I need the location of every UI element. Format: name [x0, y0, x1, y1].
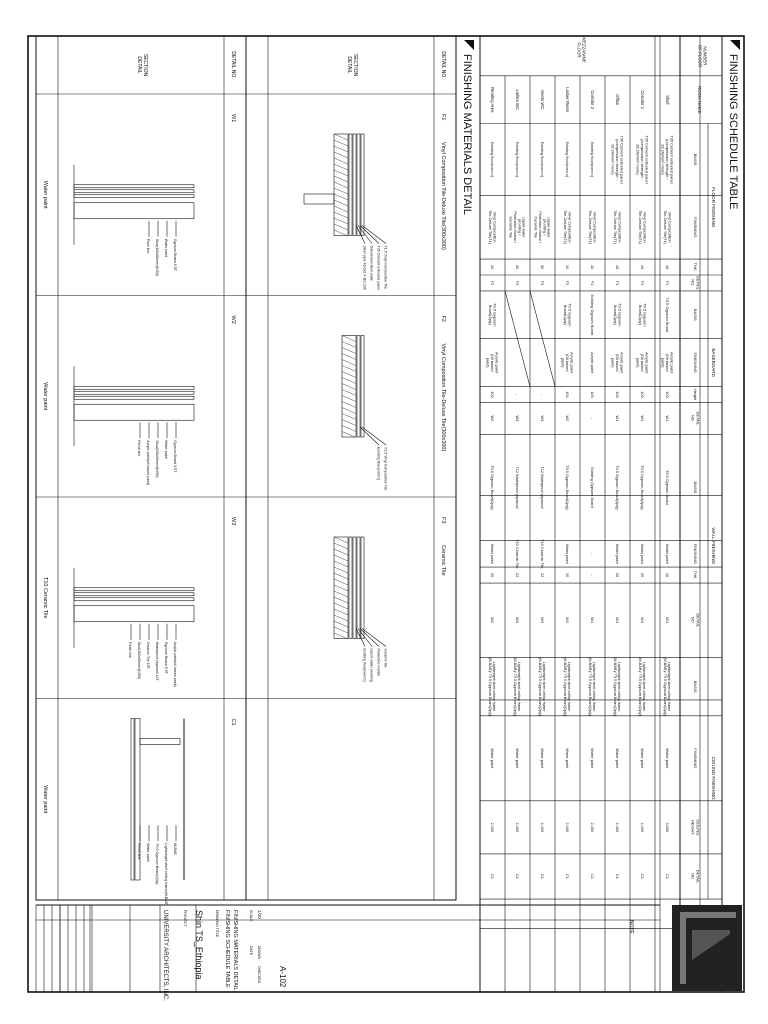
wall-callout: Stud(100x50mm@450)	[137, 641, 141, 679]
ceiling-no-cell: C1	[615, 873, 620, 879]
base-height-cell: 100	[665, 391, 670, 398]
date-label: DATE	[249, 946, 253, 956]
header-detail-no: DETAILNO.	[690, 869, 701, 884]
header-thk: THK.	[693, 570, 698, 580]
header-detail-no: DETAILNO.	[690, 276, 701, 290]
base-height-cell: 100	[640, 391, 645, 398]
floor-callout: Existing floor(conc'c)	[376, 447, 381, 481]
wall-detail-no: W3	[230, 517, 236, 526]
ceiling-no-cell: C1	[590, 873, 595, 879]
ceiling-detail-cell: W3	[515, 617, 520, 624]
base-height-cell: -	[515, 393, 520, 396]
title-block	[672, 905, 742, 991]
room-name-cell: Ladies WC	[515, 89, 520, 110]
wall-callout: T9.5 Gypsum Board(2ply)	[155, 843, 159, 885]
ceiling-detail-cell: W2	[490, 617, 495, 624]
floor-thk-cell: 10	[565, 264, 570, 270]
floor-callout: T35 Cement extruded panel	[376, 245, 381, 291]
header-floor-finishing: FLOOR FINISHING	[711, 187, 716, 228]
company-name: UNIVERSITY ARCHITECTS, INC.	[162, 910, 168, 1001]
wall-callout: Water paint	[164, 238, 168, 257]
ceiling-basis-cell: Lightweight steel ceiling frame(M-BAR)/ T9.5 Gypsum Board(2ply)	[562, 657, 572, 716]
base-basis-cell: T9.5 GypsumBoard(2ply)	[562, 303, 573, 327]
room-name-cell: Locker Room	[565, 87, 570, 113]
wall-detail-cell: W2	[490, 415, 495, 422]
floor-thk-cell: 45	[640, 264, 645, 270]
ceiling-detail-cell: W1	[640, 617, 645, 624]
wall-basis-cell: T12 Waterproof plywood	[515, 466, 520, 509]
floor-detail-no: F1	[440, 114, 446, 121]
wall-callout: Lightweight steel ceiling frame(M-BAR)	[164, 843, 168, 906]
wall-finishing-cell: Water paint	[665, 543, 670, 564]
wall-callout: Stud(100x50mm@450)	[155, 440, 159, 478]
ceiling-no-cell: C1	[565, 873, 570, 879]
room-name-cell: Reading Area	[490, 87, 495, 113]
wall-thk-cell: 20	[640, 572, 645, 578]
base-height-cell: 100	[615, 391, 620, 398]
wall-thk-cell: 10	[665, 572, 670, 578]
floor-detail-cell: F1	[590, 280, 595, 286]
wall-finishing-cell: Water paint	[565, 543, 570, 564]
scale-label: SCALE	[249, 910, 253, 922]
ceiling-basis-cell: Lightweight steel ceiling frame(M-BAR)/ T9.5 Gypsum Board(2ply)	[612, 657, 622, 716]
floor-basis-cell: T35 Cement extruded panel(compression strength :28.2N/mm² more)	[635, 135, 650, 184]
ceiling-detail-cell: W1	[590, 617, 595, 624]
floor-basis-cell: Existing floor(conc'c)	[590, 141, 595, 178]
floor-callout: Existing floor(conc'c)	[362, 648, 367, 682]
floor-finishing-cell: Vinyl CompositionTile-Deluxe Tile(T1)	[612, 210, 623, 245]
room-name-cell: Office	[615, 94, 620, 106]
base-finishing-cell: Acrylic paint(Oil basedpaint)	[485, 352, 500, 374]
floor-thk-cell: 45	[665, 264, 670, 270]
ceiling-basis-cell: Lightweight steel ceiling frame(M-BAR)/ T9.5 Gypsum Board(2ply)	[487, 657, 497, 716]
wall-thk-cell: 20	[565, 572, 570, 578]
floor-basis-cell: T35 Cement extruded panel(compression strength :28.2N/mm² more)	[610, 135, 625, 184]
ceiling-finishing-cell: Water paint	[615, 748, 620, 769]
floor-basis-cell: Existing floor(conc'c)	[490, 141, 495, 178]
ceiling-detail-cell: W3	[540, 617, 545, 624]
header-baseboard: BASEBOARD	[711, 348, 716, 377]
wall-callout: Plain line	[146, 238, 150, 254]
base-finishing-cell: Acrylic paint(Oil basedpaint)	[660, 352, 675, 374]
wall-basis-cell: T9.5 Gypsum Board	[665, 470, 670, 505]
floor-finishing-cell: Vinyl CompositionTile-Deluxe Tile(T1)	[587, 210, 598, 245]
header-finishing: FINISHING	[693, 543, 698, 564]
section-detail-label: SECTIONDETAIL	[346, 53, 358, 77]
floor-finishing-cell: Vinyl CompositionTile-Deluxe Tile(T1)	[487, 210, 498, 245]
wall-finishing-cell: -	[590, 553, 595, 555]
floor-callout: Liquid water proofing	[369, 648, 374, 682]
base-finishing-cell: Acrylic paint	[590, 352, 595, 374]
wall-basis-cell: T9.5 Gypsum Board(2ply)	[565, 465, 570, 510]
ceiling-no-cell: C1	[515, 873, 520, 879]
floor-finishing-cell: Vinyl CompositionTile-Deluxe Tile(T1)	[637, 210, 648, 245]
ceiling-height-cell: 2,400	[540, 822, 545, 833]
floor-group-label: MEZZANINEFLOOR	[576, 37, 587, 63]
header-finishing: FINISHING	[693, 352, 698, 373]
floor-thk-cell: 30	[540, 264, 545, 270]
base-finishing-cell: Acrylic paint(Oil basedpaint)	[610, 352, 625, 374]
header-ceiling-finishing: CEILING FINISHING	[711, 756, 716, 800]
floor-detail-cell: F1	[665, 280, 670, 286]
wall-callout: Finish line	[128, 641, 132, 658]
ceiling-finishing-cell: Water paint	[490, 748, 495, 769]
ceiling-basis-cell: Lightweight steel ceiling frame(M-BAR)/ T9.5 Gypsum Board(2ply)	[537, 657, 547, 716]
schedule-title: FINISHING SCHEDULE TABLE	[727, 54, 739, 210]
project-name: Shin TS_Ethiopia	[194, 910, 204, 980]
header-finishing: FINISHING	[693, 217, 698, 238]
ceiling-finishing-cell: Water paint	[515, 748, 520, 769]
ceiling-height-cell: 3,000	[665, 822, 670, 833]
wall-detail-name: Water paint	[42, 382, 48, 411]
drawing-title-label: DRAWING TITLE	[215, 910, 219, 938]
wall-callout: Ceramic Tile 10T	[146, 641, 150, 669]
wall-thk-cell: -	[590, 574, 595, 576]
ceiling-no-cell: C1	[540, 873, 545, 879]
floor-detail-cell: F2	[490, 280, 495, 286]
floor-basis-cell: Existing floor(conc'c)	[540, 141, 545, 178]
header-room-name: ROOM NAME	[697, 85, 702, 114]
ceiling-no-cell: C1	[640, 873, 645, 879]
floor-finishing-cell: Liquid waterproofing /Protective mortar /Ceramic Tile	[508, 211, 527, 244]
floor-detail-cell: F3	[515, 280, 520, 286]
wall-detail-cell: W3	[540, 415, 545, 422]
floor-thk-cell: 10	[490, 264, 495, 270]
drawing-title-2: FINISHING MATERIALS DETAIL	[232, 910, 238, 991]
wall-callout: Finish line	[137, 843, 141, 860]
floor-callout: T1.5 Vinyl Composition Tile	[383, 447, 388, 491]
ceiling-height-cell: 2,400	[615, 822, 620, 833]
section-detail-label: SECTIONDETAIL	[136, 53, 148, 77]
room-name-cell: Gents WC	[540, 90, 545, 110]
wall-detail-name: Water paint	[42, 785, 48, 814]
wall-detail-cell: W1	[665, 415, 670, 422]
header-basis: BASIS	[693, 481, 698, 494]
sheet-number: A-102	[278, 966, 287, 988]
floor-detail-cell: F1	[640, 280, 645, 286]
wall-finishing-cell: T10 Ceramic Tile	[540, 539, 545, 569]
floor-detail-name: Ceramic Tile	[440, 545, 446, 576]
ceiling-height-cell: 2,400	[490, 822, 495, 833]
header-wall-finishing: WALL FINISHING	[711, 527, 716, 565]
ceiling-basis-cell: Lightweight steel ceiling frame(M-BAR)/ T9.5 Gypsum Board(2ply)	[662, 657, 672, 716]
wall-detail-cell: W2	[565, 415, 570, 422]
wall-callout: Acrylic paint(oil based paint)	[173, 641, 177, 687]
wall-thk-cell: 22	[540, 572, 545, 578]
wall-callout: Acrylic paint(oil based paint)	[146, 440, 150, 486]
floor-callout: T1.5 Vinyl Composition Tile	[383, 245, 388, 289]
base-finishing-cell: Acrylic paint(Oil basedpaint)	[560, 352, 575, 374]
room-name-cell: Shell	[665, 95, 670, 105]
wall-detail-cell: W1	[615, 415, 620, 422]
header-basis: BASIS	[693, 308, 698, 321]
base-basis-cell: T9.5 GypsumBoard(2ply)	[487, 303, 498, 327]
wall-finishing-cell: Water paint	[615, 543, 620, 564]
floor-detail-no: F3	[440, 517, 446, 524]
header-detail-no: DETAILNO.	[690, 411, 701, 426]
ceiling-finishing-cell: Water paint	[665, 748, 670, 769]
wall-callout: Finish line	[137, 440, 141, 457]
wall-thk-cell: 20	[615, 572, 620, 578]
wall-detail-cell: -	[590, 417, 595, 420]
base-finishing-cell: Acrylic paint(Oil basedpaint)	[635, 352, 650, 374]
ceiling-finishing-cell: Water paint	[640, 748, 645, 769]
base-height-cell: 100	[490, 391, 495, 398]
base-height-cell: -	[540, 393, 545, 396]
wall-thk-cell: 20	[490, 572, 495, 578]
floor-basis-cell: Existing floor(conc'c)	[565, 141, 570, 178]
wall-basis-cell: T12 Waterproof plywood	[540, 466, 545, 509]
base-basis-cell: Existing Gypsum Board	[590, 294, 595, 336]
base-height-cell: 100	[565, 391, 570, 398]
header-ceiling-height: CEILINGHEIGHT	[690, 819, 701, 836]
wall-callout: Water paint	[146, 843, 150, 862]
wall-finishing-cell: Water paint	[640, 543, 645, 564]
floor-detail-name: Vinyl Composition Tile-Deluxe Tile(300x300)	[440, 343, 446, 452]
header-basis: BASIS	[693, 680, 698, 693]
ceiling-height-cell: 2,400	[590, 822, 595, 833]
note-side-label: NOTE	[628, 920, 634, 934]
wall-detail-no: C1	[230, 718, 236, 726]
wall-detail-cell: W3	[515, 415, 520, 422]
header-height: Height	[693, 388, 698, 401]
ceiling-basis-cell: Lightweight steel ceiling frame(M-BAR)/ T9.5 Gypsum Board(2ply)	[587, 657, 597, 716]
drawing-title-1: FINISHING SCHEDULE TABLE	[224, 910, 230, 988]
ceiling-finishing-cell: Water paint	[540, 748, 545, 769]
room-name-cell: Corridor 2	[590, 90, 595, 110]
wall-basis-cell: T9.5 Gypsum Board(2ply)	[615, 465, 620, 510]
wall-detail-no: W1	[230, 114, 236, 123]
wall-finishing-cell: Water paint	[490, 543, 495, 564]
room-name-cell: Corridor 1	[640, 90, 645, 110]
checked-label: CHECKED	[257, 966, 261, 984]
detail-no-label: DETAIL NO.	[230, 51, 236, 79]
ceiling-height-cell: 2,400	[640, 822, 645, 833]
wall-callout: M-BAR	[173, 843, 177, 855]
header-floor-number: NUMBEROF FLOOR	[697, 44, 708, 68]
wall-callout: Gypsum Board 9.5T	[173, 238, 177, 271]
ceiling-basis-cell: Lightweight steel ceiling frame(M-BAR)/ T9.5 Gypsum Board(2ply)	[512, 657, 522, 716]
floor-thk-cell: 30	[515, 264, 520, 270]
ceiling-detail-cell: W2	[565, 617, 570, 624]
wall-basis-cell: T9.5 Gypsum Board(2ply)	[640, 465, 645, 510]
header-detail-no: DETAILNO.	[690, 613, 701, 628]
floor-detail-cell: F3	[540, 280, 545, 286]
detail-no-label: DETAIL NO.	[440, 51, 446, 79]
wall-detail-name: Water paint	[42, 180, 48, 209]
floor-callout: Ceramic tile	[383, 648, 388, 668]
floor-basis-cell: Existing floor(conc'c)	[515, 141, 520, 178]
company-logo	[672, 905, 742, 991]
wall-callout: Water paint	[164, 440, 168, 459]
wall-callout: Stud(100x50mm@450)	[155, 238, 159, 276]
ceiling-no-cell: C1	[490, 873, 495, 879]
project-label: PROJECT	[183, 910, 187, 927]
ceiling-detail-cell: W1	[665, 617, 670, 624]
ceiling-height-cell: 2,400	[515, 822, 520, 833]
floor-finishing-cell: Vinyl CompositionTile-Deluxe Tile(T1)	[662, 210, 673, 245]
wall-callout: Waterproof plywood 12T	[155, 641, 159, 681]
floor-detail-no: F2	[440, 315, 446, 322]
drawn-label: DRAWN	[257, 946, 261, 960]
floor-detail-cell: F1	[615, 280, 620, 286]
floor-basis-cell: T35 Cement extruded panel(compression strength :28.2N/mm² more)	[660, 135, 675, 184]
wall-callout: Gypsum Board 9.5T	[164, 641, 168, 674]
ceiling-finishing-cell: Water paint	[590, 748, 595, 769]
wall-basis-cell: Existing Gypsum Board	[590, 467, 595, 508]
header-thk: THK.	[693, 262, 698, 272]
detail-title: FINISHING MATERIALS DETAIL	[461, 54, 473, 215]
wall-thk-cell: 22	[515, 572, 520, 578]
ceiling-detail-cell: W1	[615, 617, 620, 624]
floor-callout: Steel pipe 48.6x2.4 @1,200	[362, 245, 367, 290]
floor-detail-cell: F2	[565, 280, 570, 286]
wall-callout: Gypsum Board 9.5T	[173, 440, 177, 473]
ceiling-height-cell: 2,400	[565, 822, 570, 833]
base-height-cell: 100	[590, 391, 595, 398]
base-basis-cell: T9.5 GypsumBoard(2ply)	[637, 303, 648, 327]
header-basis: BASIS	[693, 153, 698, 166]
wall-basis-cell: T9.5 Gypsum Board(2ply)	[490, 465, 495, 510]
scale-value: 1/20	[257, 910, 262, 919]
ceiling-basis-cell: Lightweight steel ceiling frame(M-BAR)/ T9.5 Gypsum Board(2ply)	[637, 657, 647, 716]
ceiling-finishing-cell: Water paint	[565, 748, 570, 769]
wall-finishing-cell: T10 Ceramic Tile	[515, 539, 520, 569]
floor-callout: Galvanized steel plate	[369, 245, 374, 281]
ceiling-no-cell: C1	[665, 873, 670, 879]
floor-finishing-cell: Liquid waterproofing /Protective mortar /Ceramic Tile	[533, 211, 552, 244]
base-basis-cell: T9.5 Gypsum Board	[665, 297, 670, 333]
floor-detail-name: Vinyl Composition Tile-Deluxe Tile(300x300)	[440, 142, 446, 250]
wall-detail-no: W2	[230, 315, 236, 324]
floor-thk-cell: 10	[590, 264, 595, 270]
wall-detail-cell: W1	[640, 415, 645, 422]
header-finishing: FINISHING	[693, 748, 698, 769]
floor-finishing-cell: Vinyl CompositionTile-Deluxe Tile(T1)	[562, 210, 573, 245]
floor-callout: Protective mortar	[376, 648, 381, 676]
base-basis-cell: T9.5 GypsumBoard(2ply)	[612, 303, 623, 327]
wall-detail-name: T10 Ceramic Tile	[42, 576, 48, 619]
floor-thk-cell: 45	[615, 264, 620, 270]
